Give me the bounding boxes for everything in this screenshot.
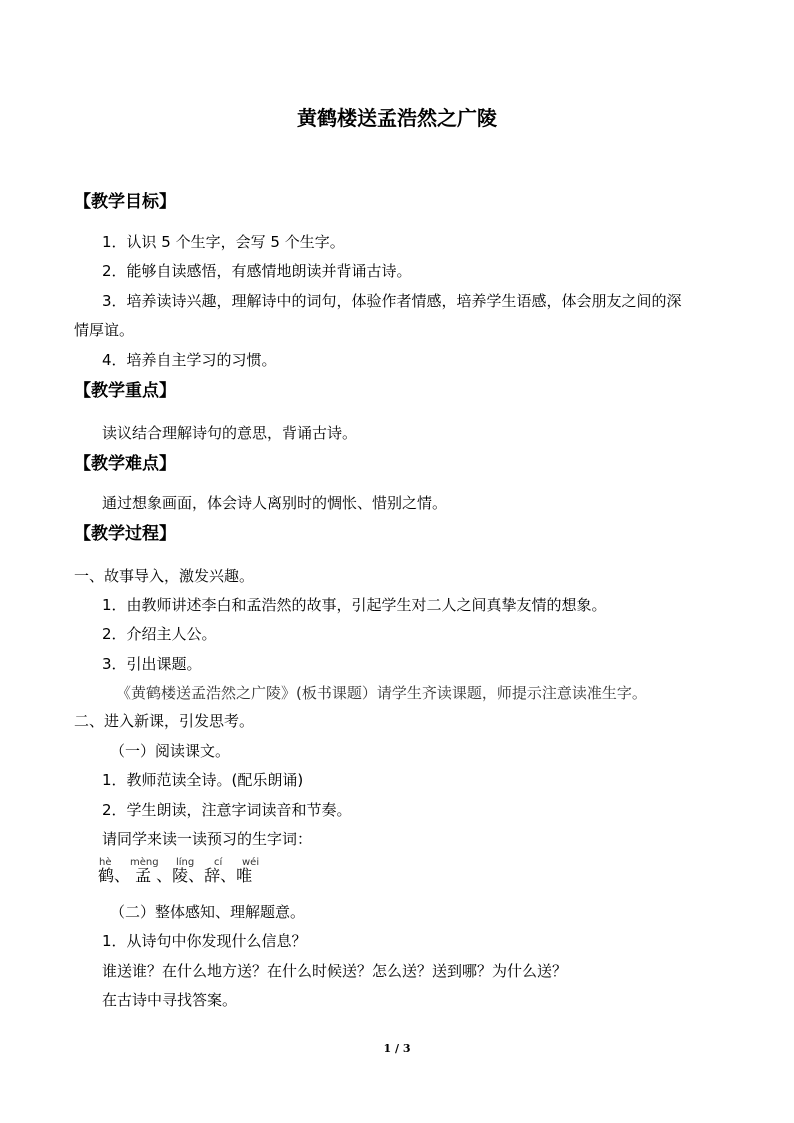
part1-note: 《黄鹤楼送孟浩然之广陵》(板书课题）请学生齐读课题，师提示注意读准生字。 (116, 684, 647, 702)
pinyin-wei: wéi (242, 857, 260, 868)
part1-item-2: 2．介绍主人公。 (102, 625, 217, 643)
new-characters: 鹤、 孟 、陵、辞、唯 (98, 866, 253, 885)
pinyin-meng: mèng (130, 857, 159, 868)
heading-key-points: 【教学重点】 (74, 381, 176, 401)
pinyin-ci: cí (214, 857, 223, 868)
difficulties-text: 通过想象画面，体会诗人离别时的惆怅、惜别之情。 (102, 494, 448, 512)
part2-prompt: 请同学来读一读预习的生字词： (102, 830, 313, 848)
goal-item-3-cont: 情厚谊。 (74, 321, 135, 339)
goal-item-4: 4．培养自主学习的习惯。 (102, 351, 277, 369)
part1-item-3: 3．引出课题。 (102, 655, 202, 673)
key-points-text: 读议结合理解诗句的意思，背诵古诗。 (102, 424, 358, 442)
part2-find: 在古诗中寻找答案。 (102, 991, 238, 1009)
pinyin-he: hè (99, 857, 112, 868)
part1-title: 一、故事导入，激发兴趣。 (74, 567, 255, 585)
part2-sub1: （一）阅读课文。 (110, 742, 231, 760)
pinyin-ling: líng (176, 857, 195, 868)
document-title: 黄鹤楼送孟浩然之广陵 (297, 106, 497, 130)
part2-questions: 谁送谁？在什么地方送？在什么时候送？怎么送？送到哪？为什么送？ (102, 962, 568, 980)
heading-difficulties: 【教学难点】 (74, 454, 176, 474)
goal-item-1: 1．认识 5 个生字，会写 5 个生字。 (102, 233, 345, 251)
part2-item-1: 1．教师范读全诗。(配乐朗诵) (102, 771, 304, 789)
part2-title: 二、进入新课，引发思考。 (74, 712, 255, 730)
part2-item-2: 2．学生朗读，注意字词读音和节奏。 (102, 801, 352, 819)
heading-process: 【教学过程】 (74, 524, 176, 544)
page-number: 1 / 3 (383, 1042, 411, 1055)
goal-item-2: 2．能够自读感悟，有感情地朗读并背诵古诗。 (102, 262, 412, 280)
part1-item-1: 1．由教师讲述李白和孟浩然的故事，引起学生对二人之间真挚友情的想象。 (102, 596, 607, 614)
goal-item-3: 3．培养读诗兴趣，理解诗中的词句，体验作者情感，培养学生语感，体会朋友之间的深 (102, 292, 682, 310)
part2-sub2: （二）整体感知、理解题意。 (110, 903, 306, 921)
heading-teaching-goals: 【教学目标】 (74, 192, 176, 212)
part2-q1: 1．从诗句中你发现什么信息？ (102, 932, 307, 950)
